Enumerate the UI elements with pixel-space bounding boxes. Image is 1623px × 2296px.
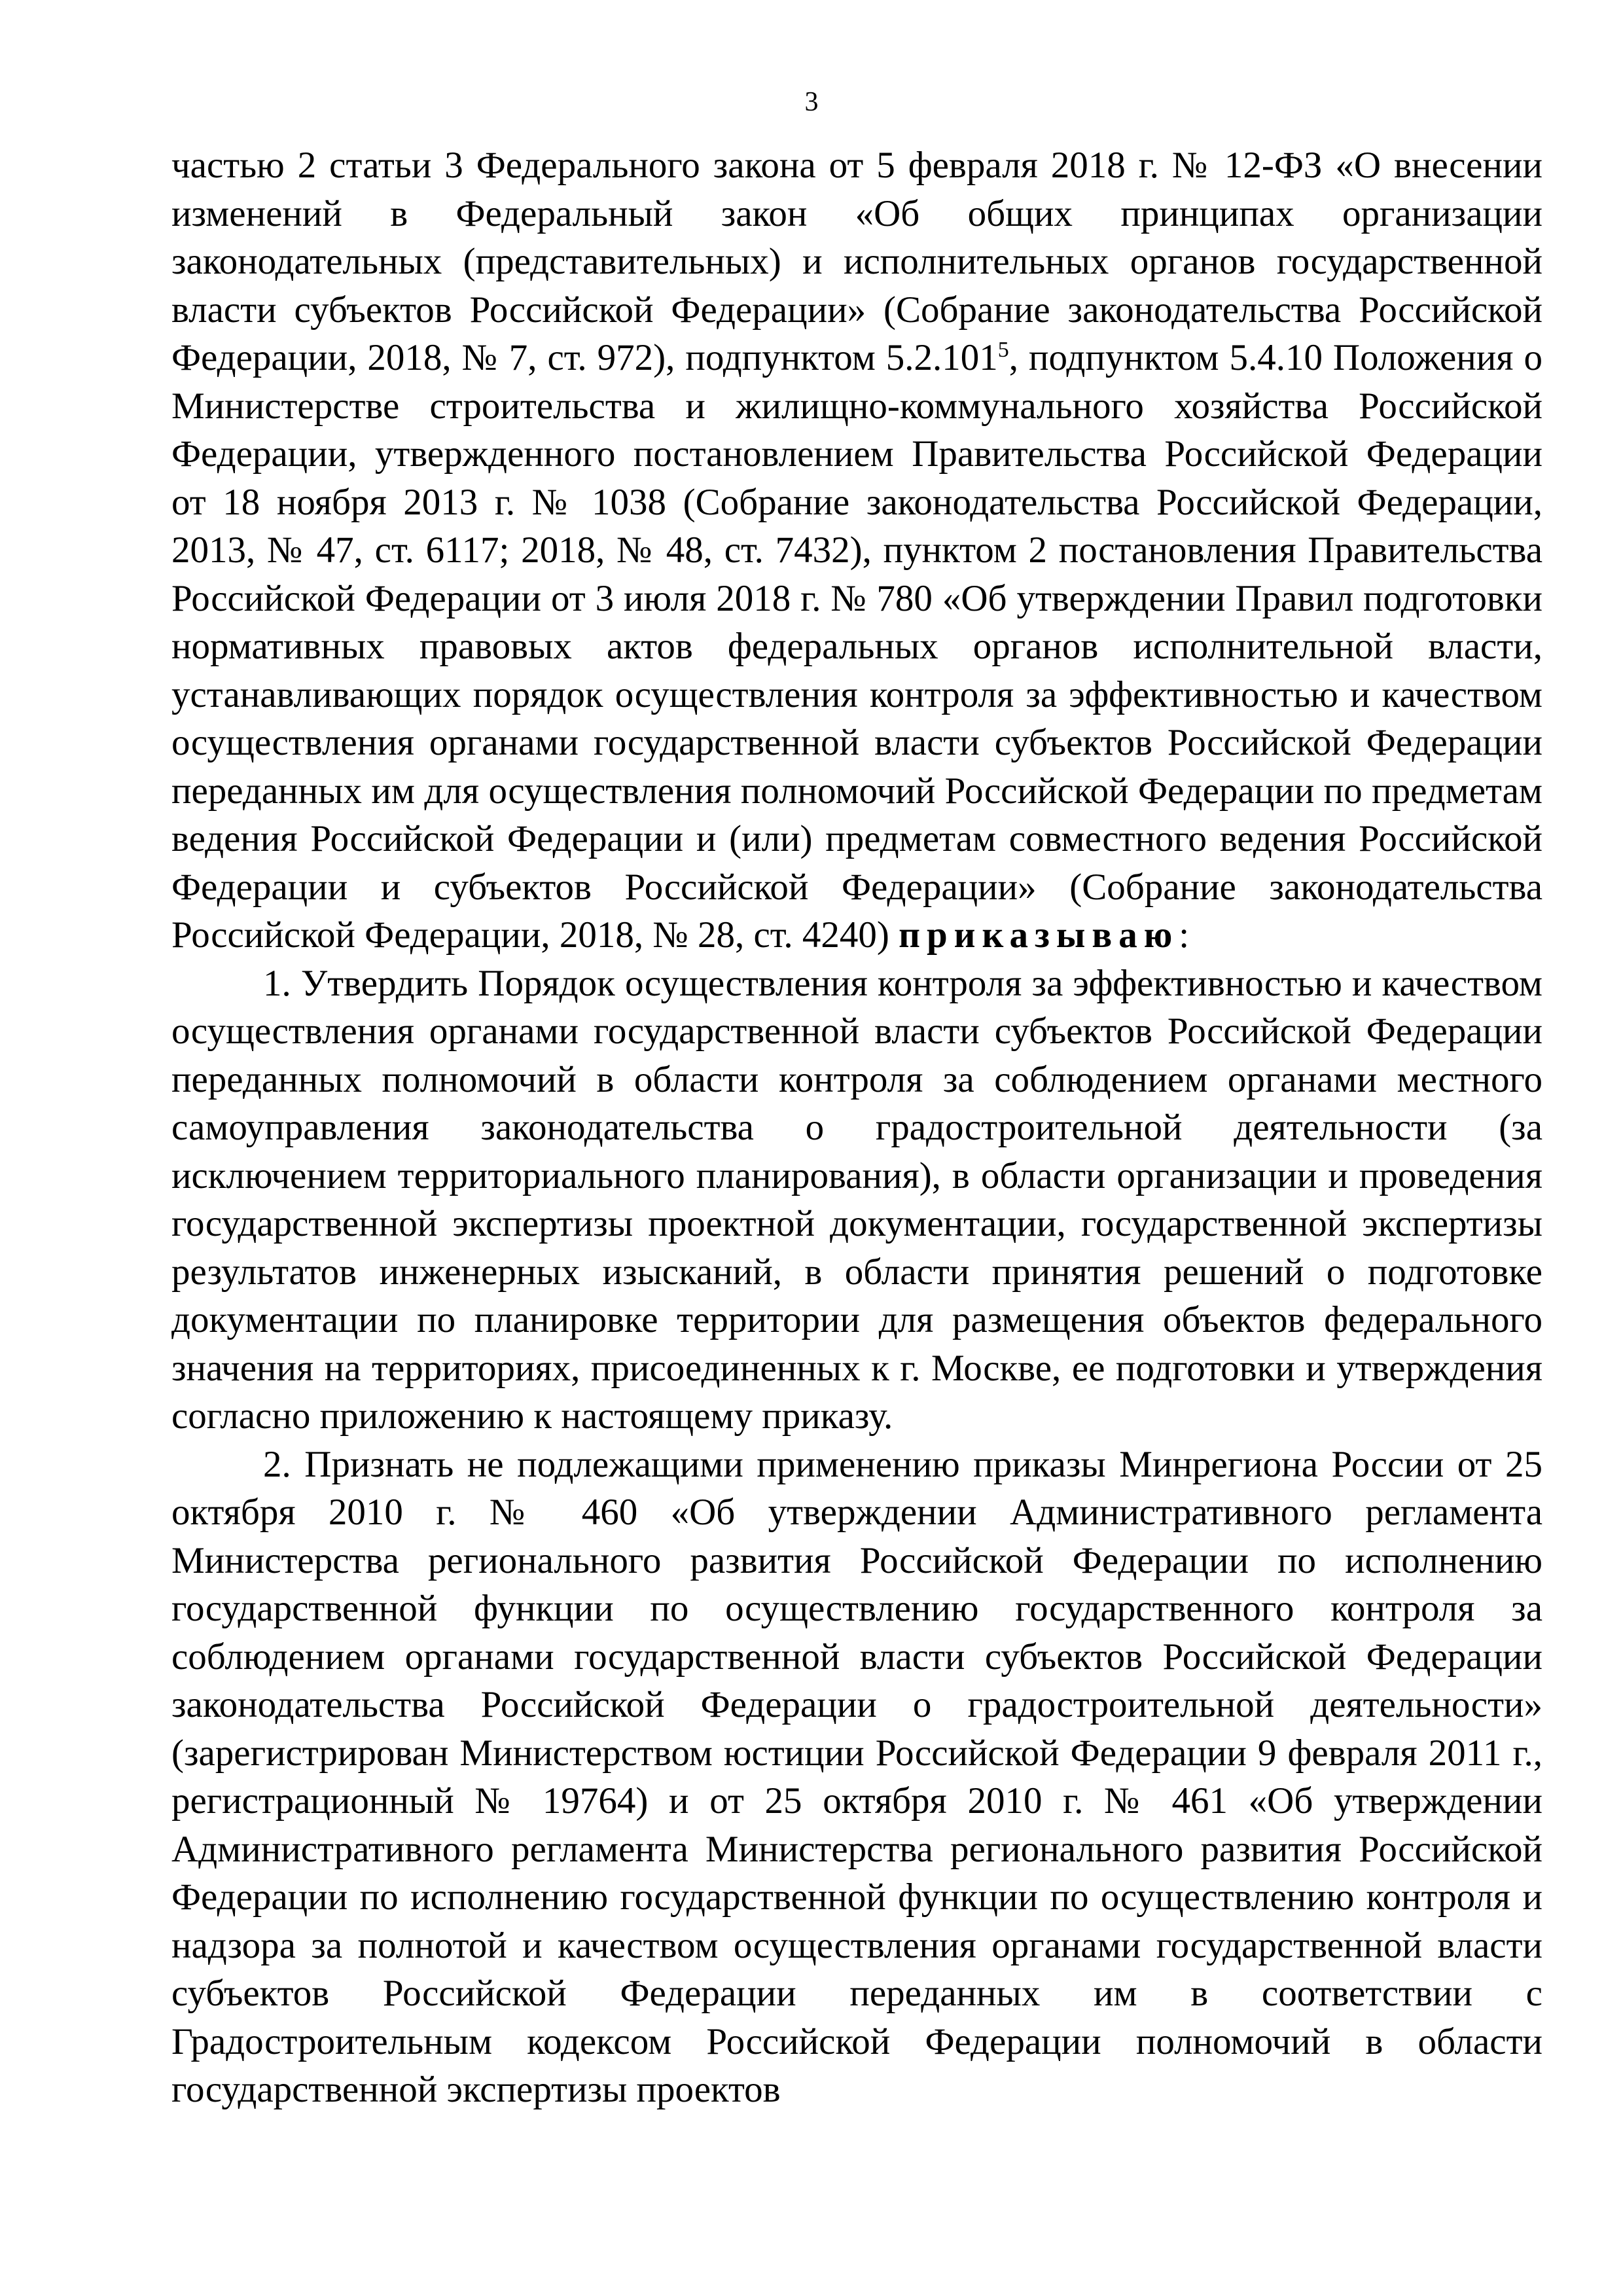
superscript-mark: 5: [997, 338, 1009, 362]
preamble-end: :: [1179, 914, 1190, 956]
order-item-2: 2. Признать не подлежащими применению приказы Минрегиона России от 25 октября 2010 г. № 460 «Об утверждении Административного регламента Министерства регионального развития Российской Федерации по исполнению государственной функции по осуществлению государственного контроля за соблюдением органами государственной власти субъектов Российской Федерации законодательства Российской Федерации о градостроительной деятельности» (зарегистрирован Министерством юстиции Российской Федерации 9 февраля 2011 г., регистрационный № 19764) и от 25 октября 2010 г. № 461 «Об утверждении Административного регламента Министерства регионального развития Российской Федерации по исполнению государственной функции по осуществлению контроля и надзора за полнотой и качеством осуществления органами государственной власти субъектов Российской Федерации переданных им в соответствии с Градостроительным кодексом Российской Федерации полномочий в области государственной экспертизы проектов: [171, 1443, 1543, 2110]
page-number: 3: [804, 87, 819, 117]
document-body: [171, 141, 1543, 2114]
preamble-text-continued: , подпунктом 5.4.10 Положения о Министерстве строительства и жилищно-коммунального хозяйства Российской Федерации, утвержденного постановлением Правительства Российской Федерации от 18 ноября 2013 г. № 1038 (Собрание законодательства Российской Федерации, 2013, № 47, ст. 6117; 2018, № 48, ст. 7432), пунктом 2 постановления Правительства Российской Федерации от 3 июля 2018 г. № 780 «Об утверждении Правил подготовки нормативных правовых актов федеральных органов исполнительной власти, устанавливающих порядок осуществления контроля за эффективностью и качеством осуществления органами государственной власти субъектов Российской Федерации переданных им для осуществления полномочий Российской Федерации по предметам ведения Российской Федерации и (или) предметам совместного ведения Российской Федерации и субъектов Российской Федерации» (Собрание законодательства Российской Федерации, 2018, № 28, ст. 4240): [171, 337, 1543, 956]
preamble-text: частью 2 статьи 3 Федерального закона от 5 февраля 2018 г. № 12-ФЗ «О внесении изменений в Федеральный закон «Об общих принципах организации законодательных (представительных) и исполнительных органов государственной власти субъектов Российской Федерации» (Собрание законодательства Российской Федерации, 2018, № 7, ст. 972), подпунктом 5.2.101: [171, 145, 1543, 378]
preamble-paragraph: [171, 141, 1543, 960]
order-word: приказываю: [899, 914, 1179, 956]
order-item-1: 1. Утвердить Порядок осуществления контроля за эффективностью и качеством осуществления органами государственной власти субъектов Российской Федерации переданных полномочий в области контроля за соблюдением органами местного самоуправления законодательства о градостроительной деятельности (за исключением территориального планирования), в области организации и проведения государственной экспертизы проектной документации, государственной экспертизы результатов инженерных изысканий, в области принятия решений о подготовке документации по планировке территории для размещения объектов федерального значения на территориях, присоединенных к г. Москве, ее подготовки и утверждения согласно приложению к настоящему приказу.: [171, 962, 1543, 1437]
